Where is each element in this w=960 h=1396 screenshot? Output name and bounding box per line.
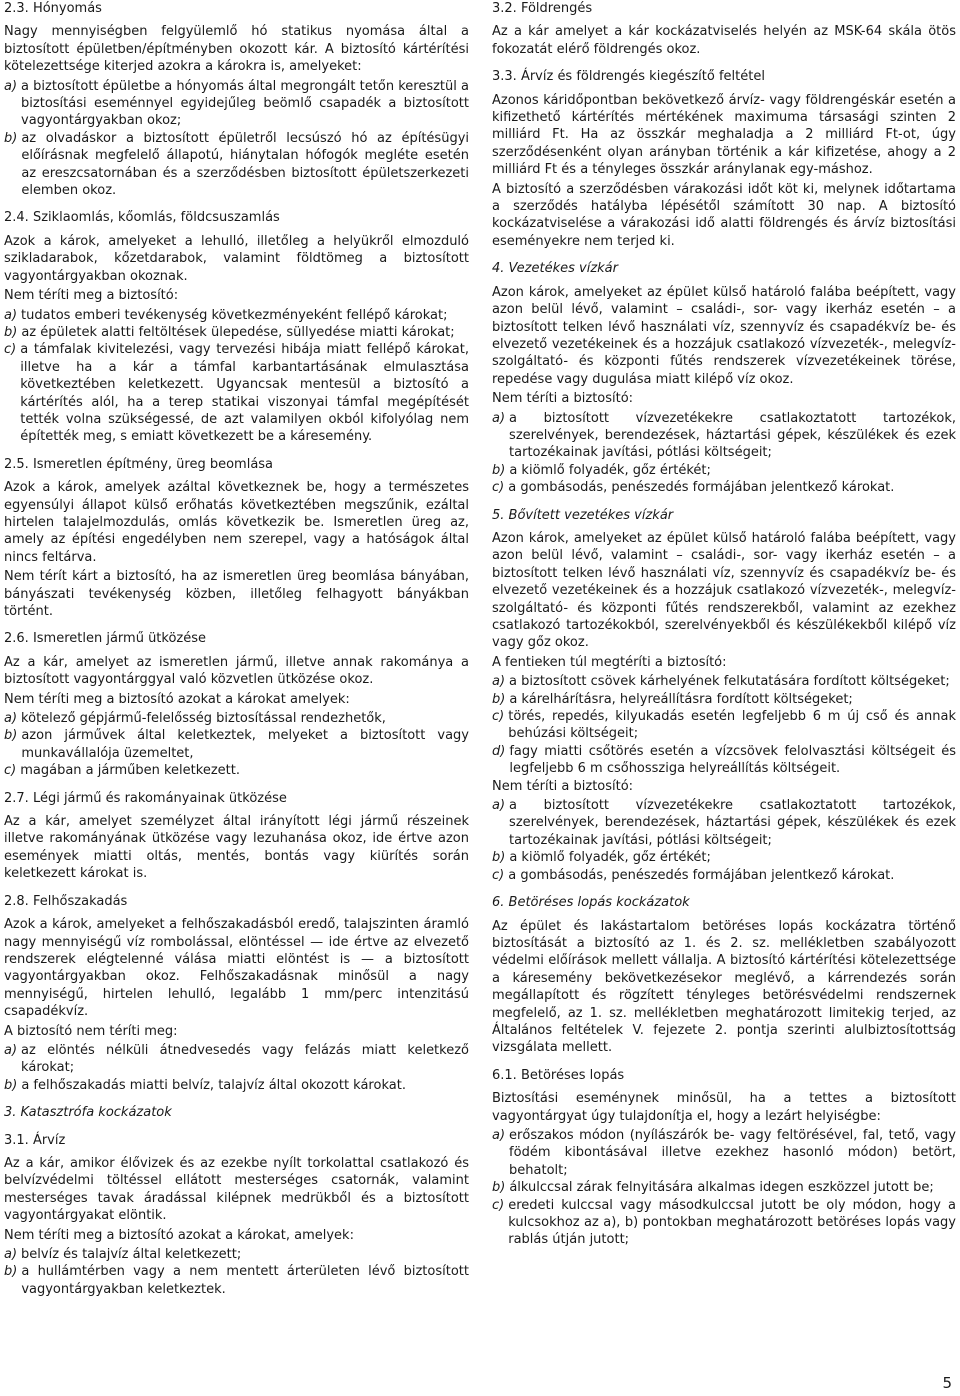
section — [492, 68, 956, 250]
list-item-label: b) — [492, 691, 506, 707]
list-item-text: a kiömlő folyadék, gőz értékét; — [509, 462, 711, 478]
paragraph: Az a kár amelyet a kár kockázatviselés helyén az MSK-64 skála ötös fokozatát elérő földrengés okoz. — [492, 24, 956, 57]
list-item — [4, 324, 469, 341]
list-item — [4, 1263, 469, 1298]
list-item-text: a gombásodás, penészedés formájában jelentkező károkat. — [508, 867, 895, 883]
section-heading: 3.3. Árvíz és földrengés kiegészítő feltétel — [492, 69, 765, 85]
list-item — [4, 1077, 469, 1094]
paragraph: Azok a károk, amelyeket a felhőszakadásból eredő, talajszinten áramló nagy mennyiségű víz rombolással, elöntéssel — ide értve az elvezető rendszerek elégtelenné válása miatti elöntést is — a biztosított vagyontárgyakban okoz. Felhőszakadásnak minősül a nagy mennyiségű, hirtelen lehulló, legalább 1 mm/perc intenzitású csapadékvíz. — [4, 917, 469, 1020]
list-item-text: magában a járműben keletkezett. — [20, 763, 240, 779]
list-item-text: a kiömlő folyadék, gőz értékét; — [509, 850, 711, 866]
list-item — [492, 479, 956, 496]
section-heading: 6. Betöréses lopás kockázatok — [492, 895, 690, 911]
left-column — [4, 0, 469, 1298]
list-item-text: a biztosított vízvezetékekre csatlakoztatott tartozékok, szerelvények, berendezések, háztartási gépek, készülékek és ezek tartozékainak javítási, pótlási költségeit; — [509, 410, 956, 461]
list-item — [492, 743, 956, 778]
paragraph: Az épület és lakástartalom betöréses lopás kockázatra történő biztosítását a biztosító az 1. és 2. sz. mellékletben szabályozott védelmi előírások mellett vállalja. A biztosító kártérítési kötelezettsége a káresemény bekövetkezésekor meglévő, a kárrendezés során megállapított és rögzített tényleges betörésvédelmi rendszernek megfelelő, az 1. sz. mellékletben meghatározott limitekig terjed, az Általános feltételek V. fejezete 2. pontja szerinti alulbiztosítottság vizsgálata mellett. — [492, 918, 956, 1056]
section — [492, 507, 956, 885]
list-item-label: b) — [492, 1180, 506, 1196]
list-item-text: erőszakos módon (nyílászárók be- vagy feltörésével, fal, tető, vagy födém kibontásával illetve ezekhez hasonló módon) betört, behatolt; — [509, 1127, 956, 1178]
section-heading: 3. Katasztrófa kockázatok — [4, 1105, 172, 1121]
section — [4, 456, 469, 621]
paragraph: Az a kár, amikor élővizek és az ezekbe nyílt torkolattal csatlakozó és belvízvédelmi töltéssel ellátott mesterséges csatornák, valamint mesterséges tavak áradással kilépnek medrükből és a biztosított vagyontárgyakat elöntik. — [4, 1155, 469, 1224]
list-item-text: eredeti kulccsal vagy másodkulccsal jutott be oly módon, hogy a kulcsokhoz az a), b) pontokban meghatározott betöréses lopás vagy rablás útján jutott; — [508, 1197, 956, 1248]
list-item-label: c) — [492, 867, 505, 883]
list-item-text: a hullámtérben vagy a nem mentett árterületen lévő biztosított vagyontárgyakban keletkeztek. — [21, 1264, 469, 1297]
paragraph: Nem térít kárt a biztosító, ha az ismeretlen üreg beomlása bányában, bányászati tevékenység közben, illetőleg felhagyott bányákban történt. — [4, 569, 469, 619]
list-item — [492, 797, 956, 849]
list-item-text: álkulccsal zárak felnyitására alkalmas idegen eszközzel jutott be; — [509, 1180, 934, 1196]
section — [492, 1067, 956, 1249]
list-item-label: b) — [4, 1264, 18, 1280]
paragraph: Azonos káridőpontban bekövetkező árvíz- vagy földrengéskár esetén a kifizethető kártérítés mértékének maximuma társasági szinten 2 milliárd Ft. Ha az összkár meghaladja a 2 milliárd Ft-ot, úgy szerződésenként olyan arányban történik a kár kifizetése, ahogy a 2 milliárd Ft és a tényleges összkár aránylanak egy-máshoz. — [492, 92, 956, 178]
list-item-text: a biztosított csövek kárhelyének felkutatására fordított költségeket; — [509, 674, 950, 690]
section-heading: 4. Vezetékes vízkár — [492, 261, 618, 277]
section — [4, 209, 469, 445]
paragraph: Nem téríti a biztosító: — [492, 391, 634, 407]
list-item-label: b) — [4, 130, 18, 146]
list-item-text: a támfalak kivitelezési, vagy tervezési hibája miatt fellépő károkat, illetve ha a kár a támfal karbantartásának elmulasztása következtében keletkezett. Ugyancsak mentesül a biztosító a kártérítés alól, ha a terep statikai viszonyai támfal megépítését tették volna szükségessé, de azt valamilyen okból kifolyólag nem építették meg, s emiatt következett be a káresemény. — [20, 342, 469, 445]
list-item-label: a) — [4, 711, 18, 727]
paragraph: A biztosító nem téríti meg: — [4, 1023, 178, 1039]
section-heading: 3.2. Földrengés — [492, 1, 593, 16]
list-item-label: b) — [4, 728, 18, 744]
list-item — [492, 708, 956, 743]
section-heading: 5. Bővített vezetékes vízkár — [492, 507, 674, 523]
list-item-text: az olvadáskor a biztosított épületről lecsúszó hó az építésügyi előírásnak megfelelő állapotú, hiánytalan hófogók megléte esetén az ereszcsatornában és a szerződésben biztosított épületszerkezeti elemben okoz. — [21, 130, 469, 199]
list-item — [492, 410, 956, 462]
paragraph: Azon károk, amelyeket az épület külső határoló falába beépített, vagy azon belül lévő, valamint – családi-, sor- vagy ikerház esetén – a biztosított telken lévő használati víz, szennyvíz és csapadékvíz be- és elvezető vezetékeinek és a hozzájuk csatlakozó vízvezeték-, melegvíz-szolgáltató- és központi fűtés rendszerek vízvezetékeinek törése, repedése vagy dugulása miatt kilépő víz okoz. — [492, 284, 956, 387]
paragraph: Nem téríti meg a biztosító azokat a károkat, amelyek: — [4, 1227, 354, 1243]
paragraph: Nagy mennyiségben felgyülemlő hó statikus nyomása által a biztosított épületben/építményben okozott kár. A biztosító kártérítési kötelezettsége kiterjed azokra a károkra is, amelyeket: — [4, 24, 469, 75]
list-item — [4, 78, 469, 130]
list-item-text: a felhőszakadás miatti belvíz, talajvíz által okozott károkat. — [21, 1077, 406, 1093]
list-item-text: törés, repedés, kilyukadás esetén legfeljebb 6 m új cső és annak behúzási költségeit; — [508, 709, 956, 742]
section — [4, 790, 469, 883]
section-heading: 2.7. Légi jármű és rakományainak ütközése — [4, 790, 287, 806]
section — [4, 1104, 469, 1121]
list-item-label: a) — [492, 798, 506, 814]
list-item — [4, 762, 469, 779]
section-heading: 2.3. Hónyomás — [4, 1, 102, 16]
list-item — [492, 1179, 956, 1196]
list-item — [492, 673, 956, 690]
list-item-text: a biztosított vízvezetékekre csatlakoztatott tartozékok, szerelvények, berendezések, háztartási gépek, készülékek és ezek tartozékainak javítási, pótlási költségeit; — [509, 798, 956, 848]
list-item-text: a gombásodás, penészedés formájában jelentkező károkat. — [508, 480, 895, 496]
list-item-text: belvíz és talajvíz által keletkezett; — [21, 1247, 242, 1262]
list-item — [4, 1246, 469, 1263]
list-item-label: a) — [492, 674, 506, 690]
section-heading: 2.8. Felhőszakadás — [4, 893, 128, 909]
list-item-text: fagy miatti csőtörés esetén a vízcsövek felolvasztási költségeit és legfeljebb 6 m csőhossziga helyreállítás költségeit. — [509, 743, 956, 777]
paragraph: Biztosítási eseménynek minősül, ha a tettes a biztosított vagyontárgyat úgy tulajdonítja el, hogy a lezárt helyiségbe: — [492, 1091, 956, 1124]
section-heading: 2.4. Sziklaomlás, kőomlás, földcsuszamlás — [4, 210, 280, 226]
list-item-label: c) — [4, 342, 17, 358]
paragraph: Azok a károk, amelyeket a lehulló, illetőleg a helyükről elmozduló szikladarabok, kőzetdarabok, valamint földtömeg a biztosított vagyontárgyakban okoznak. — [4, 233, 469, 284]
list-item-label: b) — [4, 1077, 18, 1093]
list-item — [4, 1042, 469, 1077]
section-heading: 6.1. Betöréses lopás — [492, 1067, 625, 1083]
section-heading: 2.6. Ismeretlen jármű ütközése — [4, 631, 207, 647]
list-item — [4, 341, 469, 445]
paragraph: Azok a károk, amelyek azáltal következnek be, hogy a természetes egyensúlyi állapot külső erőhatás következtében megszűnik, ezáltal hirtelen talajelmozdulás, omlás következik be. Ismeretlen üreg az, amely az építési engedélyben nem szerepel, vagy a hatóságok által nincs feltárva. — [4, 480, 469, 565]
list-item-text: a kárelhárításra, helyreállításra fordított költségeket; — [509, 691, 853, 707]
list-item-label: d) — [492, 743, 506, 759]
section-heading: 2.5. Ismeretlen építmény, üreg beomlása — [4, 456, 274, 472]
list-item-label: a) — [492, 410, 506, 426]
list-item — [492, 1127, 956, 1179]
list-item-label: c) — [492, 1197, 505, 1213]
list-item — [492, 691, 956, 708]
list-item-label: a) — [4, 307, 18, 323]
section — [492, 0, 956, 58]
section — [4, 630, 469, 779]
list-item — [4, 307, 469, 324]
list-item-label: b) — [4, 324, 18, 340]
list-item-text: azon járművek által keletkeztek, melyeket a biztosított vagy munkavállalója üzemeltet, — [21, 728, 469, 761]
paragraph: A fentieken túl megtéríti a biztosító: — [492, 654, 727, 670]
list-item-label: a) — [4, 1247, 18, 1262]
list-item — [492, 1197, 956, 1249]
list-item-label: c) — [4, 763, 17, 779]
list-item-label: b) — [492, 850, 506, 866]
list-item-text: az elöntés nélküli átnedvesedés vagy felázás miatt keletkező károkat; — [21, 1042, 469, 1076]
paragraph: Nem téríti meg a biztosító azokat a károkat amelyek: — [4, 691, 350, 707]
list-item-label: b) — [492, 462, 506, 478]
paragraph: Az a kár, amelyet az ismeretlen jármű, illetve annak rakománya a biztosított vagyontárggyal való közvetlen ütközése okoz. — [4, 654, 469, 688]
list-item — [492, 867, 956, 884]
section — [4, 1132, 469, 1299]
section — [4, 893, 469, 1094]
list-item — [4, 130, 469, 200]
list-item — [4, 727, 469, 762]
list-item-label: a) — [4, 78, 18, 94]
paragraph: A biztosító a szerződésben várakozási időt köt ki, melynek időtartama a szerződés hatályba lépésétől számított 30 nap. A biztosító kockázatviselése a várakozási idő alatti földrengés és árvíz biztosítási eseményekre nem terjed ki. — [492, 181, 956, 249]
list-item — [492, 462, 956, 479]
paragraph: Nem téríti meg a biztosító: — [4, 288, 179, 304]
list-item-text: a biztosított épületbe a hónyomás által megrongált tetőn keresztül a biztosítási eseménnyel egyidejűleg beömlő csapadék a biztosított vagyontárgyakban okoz; — [21, 78, 469, 129]
list-item-label: a) — [492, 1127, 506, 1143]
list-item-text: kötelező gépjármű-felelősség biztosítással rendezhetők, — [21, 711, 386, 727]
paragraph: Nem téríti a biztosító: — [492, 778, 634, 794]
list-item-label: c) — [492, 480, 505, 496]
section — [492, 894, 956, 1057]
section — [4, 0, 469, 199]
section — [492, 260, 956, 496]
section-heading: 3.1. Árvíz — [4, 1132, 66, 1148]
page-number: 5 — [942, 1374, 952, 1392]
right-column — [492, 0, 956, 1249]
paragraph: Az a kár, amelyet személyzet által irányított légi jármű részeinek illetve rakományának ütközése vagy lezuhanása okoz, ide értve azon események miatti oltás, mentés, bontás vagy kiürítés során keletkezett károkat is. — [4, 814, 469, 882]
list-item — [4, 710, 469, 727]
list-item-label: c) — [492, 709, 505, 725]
list-item-text: tudatos emberi tevékenység következményeként fellépő károkat; — [21, 307, 448, 323]
list-item-label: a) — [4, 1042, 18, 1058]
list-item-text: az épületek alatti feltöltések ülepedése, süllyedése miatti károkat; — [21, 324, 455, 340]
paragraph: Azon károk, amelyeket az épület külső határoló falába beépített, vagy azon belül lévő, valamint – családi-, sor- vagy ikerház esetén – a biztosított telken lévő használati víz, szennyvíz és csapadékvíz be- és elvezető vezetékeinek és a hozzájuk csatlakozó vízvezeték-, melegvíz-szolgáltató- és központi fűtés rendszerekből, valamint az ezekhez csatlakozó tartozékokból, szerelvényekből és készülékekből kilépő víz vagy gőz okoz. — [492, 530, 956, 651]
list-item — [492, 849, 956, 866]
